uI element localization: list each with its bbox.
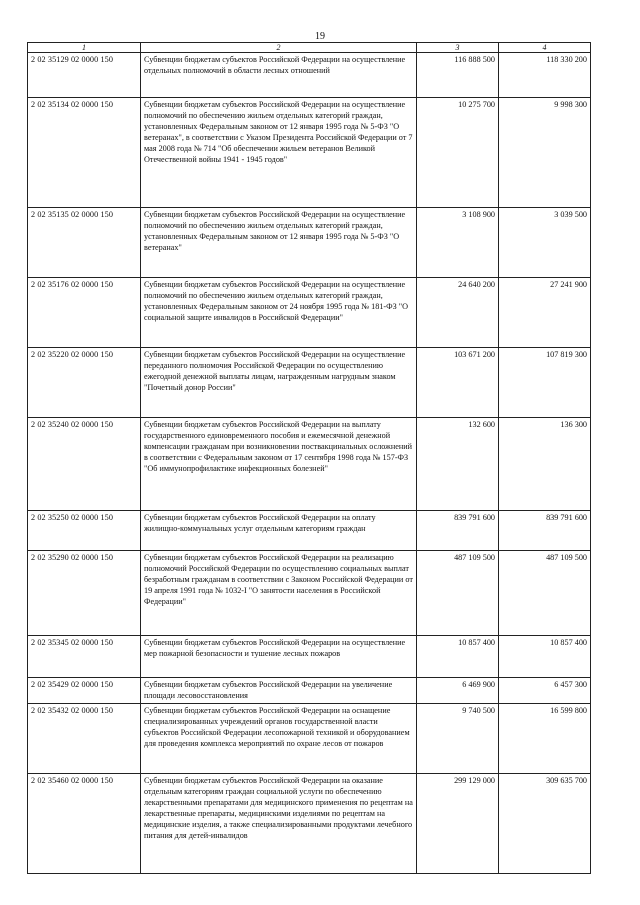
budget-code: 2 02 35129 02 0000 150: [28, 53, 141, 98]
table-row: [28, 704, 591, 774]
page-number: 19: [315, 31, 325, 42]
budget-item-name: Субвенции бюджетам субъектов Российской Федерации на увеличение площади лесовосстановления: [141, 678, 417, 704]
amount-column-3: 10 857 400: [417, 636, 499, 678]
amount-column-3: 6 469 900: [417, 678, 499, 704]
budget-item-name: Субвенции бюджетам субъектов Российской Федерации на реализацию полномочий Российской Федерации по осуществлению социальных выплат безработным гражданам в соответствии с Законом Российской Федерации от 19 апреля 1991 года № 1032-I "О занятости населения в Российской Федерации": [141, 551, 417, 636]
column-header-2: 2: [141, 43, 417, 53]
amount-column-3: 10 275 700: [417, 98, 499, 208]
budget-code: 2 02 35240 02 0000 150: [28, 418, 141, 511]
amount-column-4: 136 300: [499, 418, 591, 511]
column-header-3: 3: [417, 43, 499, 53]
amount-column-4: 107 819 300: [499, 348, 591, 418]
table-row: [28, 678, 591, 704]
amount-column-4: 309 635 700: [499, 774, 591, 874]
table-row: [28, 551, 591, 636]
table-row: [28, 511, 591, 551]
table-header-row: [28, 43, 591, 53]
amount-column-4: 3 039 500: [499, 208, 591, 278]
amount-column-4: 9 998 300: [499, 98, 591, 208]
amount-column-3: 103 671 200: [417, 348, 499, 418]
amount-column-3: 132 600: [417, 418, 499, 511]
budget-item-name: Субвенции бюджетам субъектов Российской Федерации на осуществление мер пожарной безопасности и тушение лесных пожаров: [141, 636, 417, 678]
table-row: [28, 53, 591, 98]
table-row: [28, 418, 591, 511]
amount-column-4: 487 109 500: [499, 551, 591, 636]
amount-column-3: 24 640 200: [417, 278, 499, 348]
column-header-1: 1: [28, 43, 141, 53]
amount-column-4: 839 791 600: [499, 511, 591, 551]
budget-code: 2 02 35176 02 0000 150: [28, 278, 141, 348]
table-row: [28, 348, 591, 418]
amount-column-3: 299 129 000: [417, 774, 499, 874]
amount-column-4: 27 241 900: [499, 278, 591, 348]
budget-code: 2 02 35429 02 0000 150: [28, 678, 141, 704]
amount-column-3: 9 740 500: [417, 704, 499, 774]
budget-item-name: Субвенции бюджетам субъектов Российской Федерации на выплату государственного единовременного пособия и ежемесячной денежной компенсации гражданам при возникновении поствакцинальных осложнений в соответствии с Федеральным законом от 17 сентября 1998 года № 157-ФЗ "Об иммунопрофилактике инфекционных болезней": [141, 418, 417, 511]
budget-item-name: Субвенции бюджетам субъектов Российской Федерации на оплату жилищно-коммунальных услуг отдельным категориям граждан: [141, 511, 417, 551]
amount-column-3: 487 109 500: [417, 551, 499, 636]
budget-item-name: Субвенции бюджетам субъектов Российской Федерации на оказание отдельным категориям граждан социальной услуги по обеспечению лекарственными препаратами для медицинского применения по рецептам на лекарственные препараты, медицинскими изделиями по рецептам на медицинские изделия, а также специализированными продуктами лечебного питания для детей-инвалидов: [141, 774, 417, 874]
budget-code: 2 02 35290 02 0000 150: [28, 551, 141, 636]
budget-code: 2 02 35220 02 0000 150: [28, 348, 141, 418]
column-header-4: 4: [499, 43, 591, 53]
budget-code: 2 02 35432 02 0000 150: [28, 704, 141, 774]
amount-column-3: 116 888 500: [417, 53, 499, 98]
budget-item-name: Субвенции бюджетам субъектов Российской Федерации на осуществление отдельных полномочий в области лесных отношений: [141, 53, 417, 98]
table-row: [28, 208, 591, 278]
budget-code: 2 02 35134 02 0000 150: [28, 98, 141, 208]
table-row: [28, 636, 591, 678]
amount-column-4: 118 330 200: [499, 53, 591, 98]
budget-code: 2 02 35345 02 0000 150: [28, 636, 141, 678]
budget-code: 2 02 35135 02 0000 150: [28, 208, 141, 278]
budget-item-name: Субвенции бюджетам субъектов Российской Федерации на оснащение специализированных учреждений органов государственной власти субъектов Российской Федерации лесопожарной техникой и оборудованием для проведения комплекса мероприятий по охране лесов от пожаров: [141, 704, 417, 774]
amount-column-4: 10 857 400: [499, 636, 591, 678]
table-row: [28, 278, 591, 348]
budget-table: [27, 42, 591, 874]
budget-item-name: Субвенции бюджетам субъектов Российской Федерации на осуществление переданного полномочия Российской Федерации по осуществлению ежегодной денежной выплаты лицам, награжденным нагрудным знаком "Почетный донор России": [141, 348, 417, 418]
amount-column-3: 839 791 600: [417, 511, 499, 551]
amount-column-4: 6 457 300: [499, 678, 591, 704]
budget-item-name: Субвенции бюджетам субъектов Российской Федерации на осуществление полномочий по обеспечению жильем отдельных категорий граждан, установленных Федеральным законом от 12 января 1995 года № 5-ФЗ "О ветеранах", в соответствии с Указом Президента Российской Федерации от 7 мая 2008 года № 714 "Об обеспечении жильем ветеранов Великой Отечественной войны 1941 - 1945 годов": [141, 98, 417, 208]
budget-code: 2 02 35250 02 0000 150: [28, 511, 141, 551]
table-row: [28, 98, 591, 208]
amount-column-3: 3 108 900: [417, 208, 499, 278]
budget-code: 2 02 35460 02 0000 150: [28, 774, 141, 874]
amount-column-4: 16 599 800: [499, 704, 591, 774]
budget-item-name: Субвенции бюджетам субъектов Российской Федерации на осуществление полномочий по обеспечению жильем отдельных категорий граждан, установленных Федеральным законом от 12 января 1995 года № 5-ФЗ "О ветеранах": [141, 208, 417, 278]
table-row: [28, 774, 591, 874]
budget-item-name: Субвенции бюджетам субъектов Российской Федерации на осуществление полномочий по обеспечению жильем отдельных категорий граждан, установленных Федеральным законом от 24 ноября 1995 года № 181-ФЗ "О социальной защите инвалидов в Российской Федерации": [141, 278, 417, 348]
